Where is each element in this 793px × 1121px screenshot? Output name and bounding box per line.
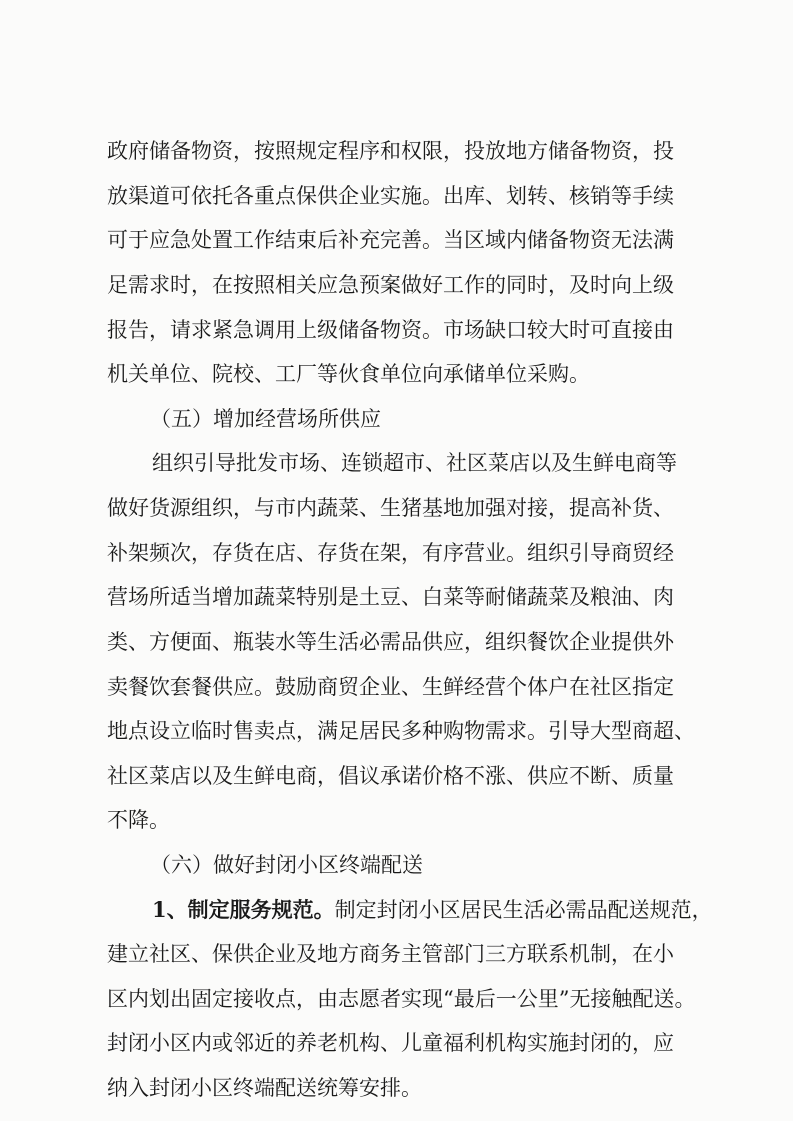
subheading-inline: 1、制定服务规范。: [152, 897, 335, 922]
body-line: 营场所适当增加蔬菜特别是土豆、白菜等耐储蔬菜及粮油、肉: [107, 585, 674, 609]
section-heading: （五）增加经营场所供应: [150, 407, 381, 431]
body-line: 类、方便面、瓶装水等生活必需品供应，组织餐饮企业提供外: [107, 630, 674, 654]
body-line: 补架频次，存货在店、存货在架，有序营业。组织引导商贸经: [107, 541, 674, 565]
body-line: 可于应急处置工作结束后补充完善。当区域内储备物资无法满: [107, 228, 674, 252]
paragraph-start: [152, 898, 713, 922]
body-line: 封闭小区内或邻近的养老机构、儿童福利机构实施封闭的，应: [107, 1031, 674, 1055]
body-line: 区内划出固定接收点，由志愿者实现“最后一公里”无接触配送。: [107, 987, 696, 1011]
body-line: 做好货源组织，与市内蔬菜、生猪基地加强对接，提高补货、: [107, 496, 674, 520]
body-line: 报告，请求紧急调用上级储备物资。市场缺口较大时可直接由: [107, 318, 674, 342]
body-line: 社区菜店以及生鲜电商，倡议承诺价格不涨、供应不断、质量: [107, 764, 674, 788]
paragraph-start: 组织引导批发市场、连锁超市、社区菜店以及生鲜电商等: [152, 451, 677, 475]
body-line: 不降。: [107, 808, 170, 832]
body-line: 机关单位、院校、工厂等伙食单位向承储单位采购。: [107, 362, 590, 386]
body-line: 地点设立临时售卖点，满足居民多种购物需求。引导大型商超、: [107, 719, 695, 743]
section-heading: （六）做好封闭小区终端配送: [150, 853, 423, 877]
body-line: 卖餐饮套餐供应。鼓励商贸企业、生鲜经营个体户在社区指定: [107, 675, 674, 699]
body-line: 足需求时，在按照相关应急预案做好工作的同时，及时向上级: [107, 273, 674, 297]
body-line: 纳入封闭小区终端配送统筹安排。: [107, 1076, 422, 1100]
body-line: 建立社区、保供企业及地方商务主管部门三方联系机制，在小: [107, 942, 674, 966]
body-line: 政府储备物资，按照规定程序和权限，投放地方储备物资，投: [107, 139, 674, 163]
paragraph-text: 制定封闭小区居民生活必需品配送规范，: [334, 898, 713, 922]
body-line: 放渠道可依托各重点保供企业实施。出库、划转、核销等手续: [107, 184, 674, 208]
